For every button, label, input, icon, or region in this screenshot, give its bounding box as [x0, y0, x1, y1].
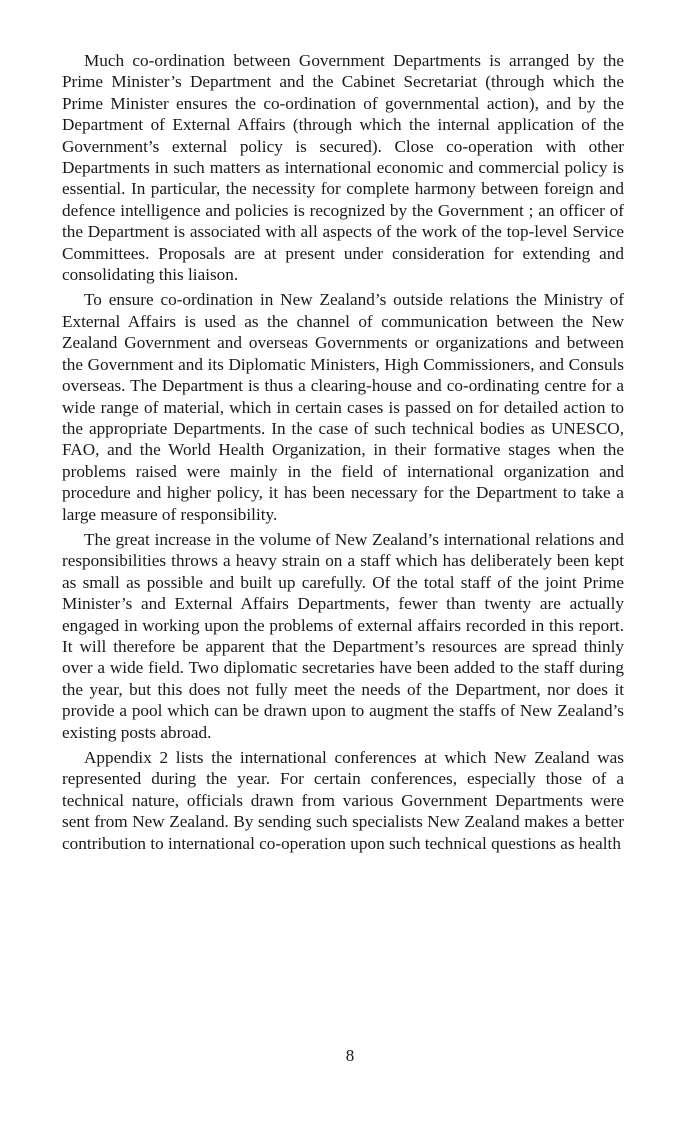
page-number: 8 [345, 1046, 355, 1065]
paragraph-ministry-channel: To ensure co-ordination in New Zealand’s outside relations the Ministry of External Affairs is used as the channel of communication between the New Zealand Government and overseas Governments or organizations and between the Government and its Diplomatic Ministers, High Commissioners, and Consuls overseas. The Department is thus a clearing-house and co-ordinating centre for a wide range of material, which in certain cases is passed on for detailed action to the appropriate Departments. In the case of such technical bodies as UNESCO, FAO, and the World Health Organization, in their formative stages when the problems raised were mainly in the field of international organization and procedure and higher policy, it has been necessary for the Department to take a large measure of responsibility. [62, 290, 624, 524]
paragraph-staff-strain: The great increase in the volume of New Zealand’s international relations and responsibilities throws a heavy strain on a staff which has deliberately been kept as small as possible and built up carefully. Of the total staff of the joint Prime Minister’s and External Affairs Departments, fewer than twenty are actually engaged in working upon the problems of external affairs recorded in this report. It will therefore be apparent that the Department’s resources are spread thinly over a wide field. Two diplomatic secretaries have been added to the staff during the year, but this does not fully meet the needs of the Department, nor does it provide a pool which can be drawn upon to augment the staffs of New Zealand’s existing posts abroad. [62, 529, 624, 742]
paragraph-conferences: Appendix 2 lists the international conferences at which New Zealand was represented during the year. For certain conferences, especially those of a technical nature, officials drawn from various Government Departments were sent from New Zealand. By sending such specialists New Zealand makes a better contribution to international co-operation upon such technical questions as health [62, 748, 624, 853]
body-text [62, 50, 624, 854]
paragraph-coordination-departments: Much co-ordination between Government Departments is arranged by the Prime Minister’s Department and the Cabinet Secretariat (through which the Prime Minister ensures the co-ordination of governmental action), and by the Department of External Affairs (through which the internal application of the Government’s external policy is secured). Close co-operation with other Departments in such matters as international economic and commercial policy is essential. In particular, the necessity for complete harmony between foreign and defence intelligence and policies is recognized by the Government ; an officer of the Department is associated with all aspects of the work of the top-level Service Committees. Proposals are at present under consideration for extending and consolidating this liaison. [62, 51, 624, 285]
